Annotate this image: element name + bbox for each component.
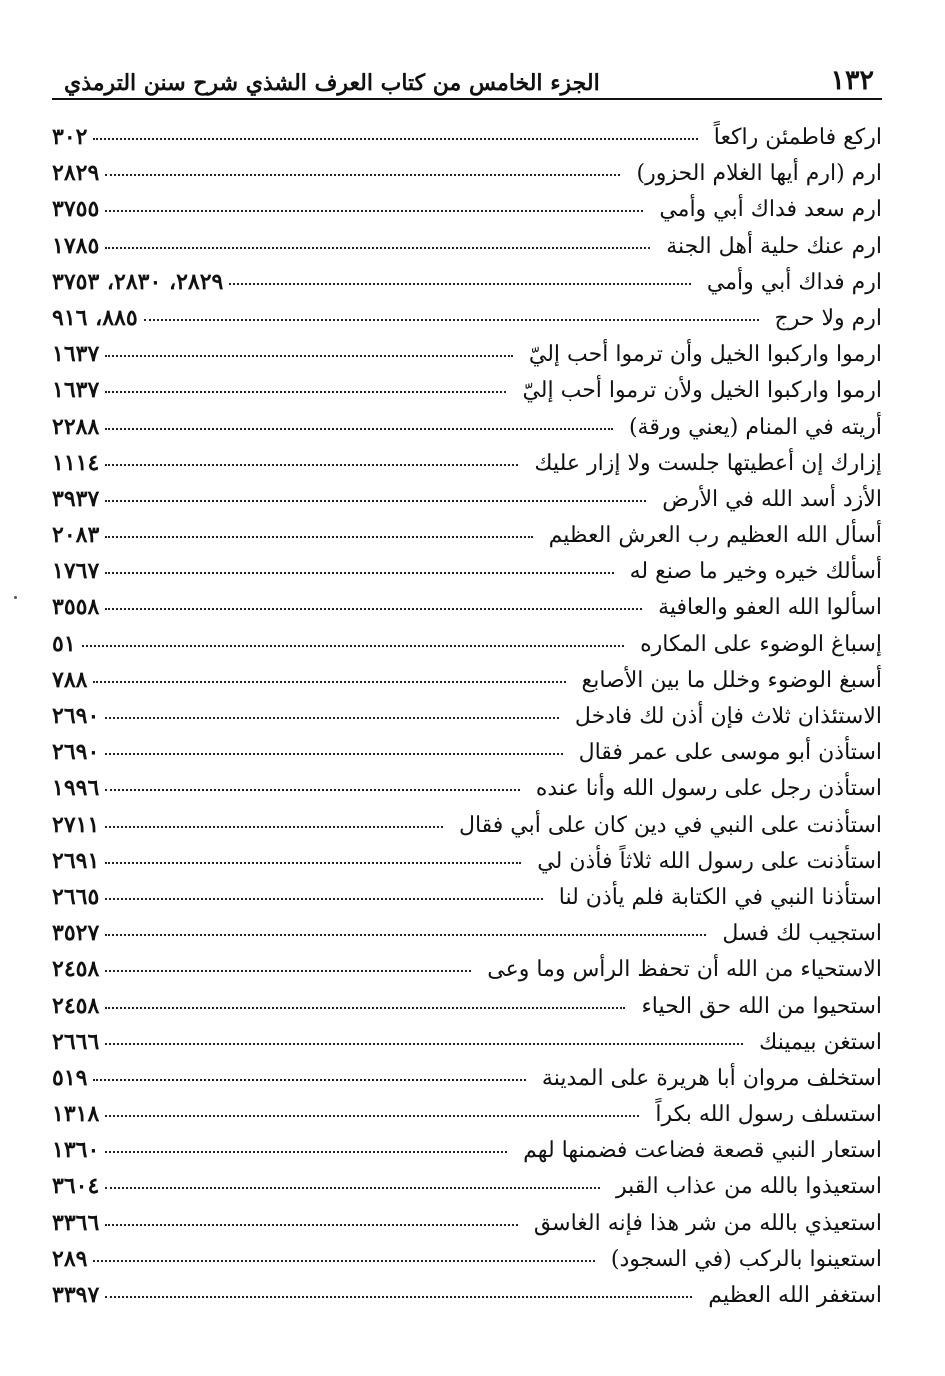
- dot-leader: [105, 753, 562, 755]
- dot-leader: [93, 1260, 594, 1262]
- entry-text: إسباغ الوضوء على المكاره: [640, 631, 882, 657]
- index-entry: [52, 377, 882, 413]
- dot-leader: [105, 717, 559, 719]
- entry-reference-number: ٢٦٦٥: [52, 883, 100, 910]
- entry-text: اسألوا الله العفو والعافية: [658, 595, 882, 621]
- entry-reference-number: ٢٦٦٦: [52, 1028, 100, 1055]
- entry-reference-number: ١٦٣٧: [52, 341, 100, 368]
- entry-reference-number: ١٣١٨: [52, 1101, 100, 1128]
- dot-leader: [105, 862, 521, 864]
- entry-text: ارم سعد فداك أبي وأمي: [659, 197, 882, 223]
- dot-leader: [105, 1187, 600, 1189]
- entry-text: استعيذي بالله من شر هذا فإنه الغاسق: [533, 1210, 882, 1236]
- entry-text: الأزد أسد الله في الأرض: [662, 486, 882, 512]
- entry-text: أسبغ الوضوء وخلل ما بين الأصابع: [581, 667, 882, 693]
- index-entry: [52, 414, 882, 450]
- entry-text: استعار النبي قصعة فضاعت فضمنها لهم: [523, 1138, 882, 1164]
- index-entry: [52, 1101, 882, 1137]
- index-entry: [52, 703, 882, 739]
- index-entry: [52, 920, 882, 956]
- entry-reference-number: ٣٠٢: [52, 124, 88, 150]
- entry-text: استحيوا من الله حق الحياء: [641, 993, 882, 1019]
- dot-leader: [144, 319, 759, 321]
- entry-reference-number: ١٧٨٥: [52, 232, 100, 259]
- entry-text: استأذن رجل على رسول الله وأنا عنده: [535, 776, 882, 802]
- entry-reference-number: ٥١٩: [52, 1064, 88, 1091]
- entry-reference-number: ١٧٦٧: [52, 558, 100, 585]
- index-entry: [52, 667, 882, 703]
- entry-reference-number: ١١١٤: [52, 449, 100, 476]
- entry-text: استغفر الله العظيم: [708, 1283, 882, 1308]
- dot-leader: [82, 645, 625, 647]
- entry-reference-number: ٣٩٣٧: [52, 485, 100, 512]
- index-entry: [52, 558, 882, 594]
- dot-leader: [105, 464, 518, 466]
- dot-leader: [105, 970, 471, 972]
- entry-text: ارموا واركبوا الخيل وأن ترموا أحب إليّ: [528, 342, 882, 368]
- entry-reference-number: ٢٨٢٩، ٢٨٣٠، ٣٧٥٣: [52, 268, 224, 295]
- index-entry: [52, 305, 882, 341]
- index-entry: [52, 775, 882, 811]
- dot-leader: [105, 428, 613, 430]
- entry-text: ارموا واركبوا الخيل ولأن ترموا أحب إليّ: [522, 378, 882, 404]
- dot-leader: [105, 500, 646, 502]
- page-header: [52, 52, 882, 100]
- entry-reference-number: ٣٣٦٦: [52, 1209, 100, 1236]
- entry-reference-number: ٢٦٩٠: [52, 703, 100, 729]
- dot-leader: [93, 1079, 525, 1081]
- index-entry: [52, 884, 882, 920]
- entry-reference-number: ٣٧٥٥: [52, 196, 100, 223]
- index-entry: [52, 196, 882, 232]
- entry-text: استجيب لك فسل: [722, 921, 882, 947]
- entry-text: استأذن أبو موسى على عمر فقال: [578, 740, 882, 766]
- hadith-index-list: [52, 124, 882, 1318]
- index-entry: [52, 812, 882, 848]
- dot-leader: [105, 174, 620, 176]
- entry-text: استغن بيمينك: [759, 1029, 882, 1055]
- index-entry: [52, 848, 882, 884]
- entry-text: استأذنا النبي في الكتابة فلم يأذن لنا: [558, 884, 882, 910]
- index-entry: [52, 269, 882, 305]
- dot-leader: [105, 934, 706, 936]
- index-entry: [52, 160, 882, 196]
- index-entry: [52, 993, 882, 1029]
- dot-leader: [105, 608, 642, 610]
- dot-leader: [105, 1296, 692, 1298]
- index-entry: [52, 1029, 882, 1065]
- entry-reference-number: ٣٥٢٧: [52, 920, 100, 947]
- index-entry: [52, 1173, 882, 1209]
- entry-text: الاستئذان ثلاث فإن أذن لك فادخل: [574, 704, 882, 729]
- entry-reference-number: ٢٦٩٠: [52, 739, 100, 766]
- entry-text: استأذنت على رسول الله ثلاثاً فأذن لي: [537, 848, 882, 874]
- entry-text: استعينوا بالركب (في السجود): [610, 1246, 882, 1272]
- dot-leader: [105, 789, 520, 791]
- dot-leader: [105, 826, 443, 828]
- entry-text: استسلف رسول الله بكراً: [655, 1102, 882, 1128]
- entry-reference-number: ٢٠٨٣: [52, 522, 100, 549]
- entry-reference-number: ٢٧١١: [52, 811, 100, 838]
- dot-leader: [105, 1043, 743, 1045]
- dot-leader: [105, 536, 532, 538]
- index-entry: [52, 1246, 882, 1282]
- entry-reference-number: ٣٦٠٤: [52, 1173, 100, 1200]
- entry-reference-number: ١٣٦٠: [52, 1137, 100, 1164]
- entry-text: أسألك خيره وخير ما صنع له: [629, 559, 882, 585]
- entry-reference-number: ١٦٣٧: [52, 377, 100, 404]
- index-entry: [52, 1137, 882, 1173]
- entry-text: أسأل الله العظيم رب العرش العظيم: [548, 523, 882, 549]
- entry-reference-number: ٣٣٩٧: [52, 1282, 100, 1308]
- index-entry: [52, 631, 882, 667]
- index-entry: [52, 124, 882, 160]
- entry-text: الاستحياء من الله أن تحفظ الرأس وما وعى: [487, 957, 882, 983]
- index-entry: [52, 486, 882, 522]
- margin-dot: [14, 596, 17, 599]
- running-title: الجزء الخامس من كتاب العرف الشذي شرح سنن الترمذي: [64, 70, 600, 96]
- entry-text: استخلف مروان أبا هريرة على المدينة: [541, 1065, 882, 1091]
- index-entry: [52, 1210, 882, 1246]
- entry-reference-number: ٢٢٨٨: [52, 413, 100, 440]
- entry-text: ارم ولا حرج: [774, 305, 882, 331]
- index-entry: [52, 233, 882, 269]
- dot-leader: [93, 681, 565, 683]
- index-page: [52, 52, 882, 1318]
- index-entry: [52, 1065, 882, 1101]
- entry-text: ارم (ارم أيها الغلام الحزور): [636, 161, 882, 187]
- entry-text: اركع فاطمئن راكعاً: [713, 125, 882, 150]
- entry-text: استأذنت على النبي في دين كان على أبي فقال: [458, 812, 882, 838]
- entry-reference-number: ٨٨٥، ٩١٦: [52, 304, 138, 331]
- dot-leader: [105, 1115, 639, 1117]
- entry-text: أريته في المنام (يعني ورقة): [628, 414, 882, 440]
- entry-text: ارم عنك حلية أهل الجنة: [666, 233, 882, 259]
- entry-reference-number: ٢٦٩١: [52, 847, 100, 874]
- entry-reference-number: ١٩٩٦: [52, 775, 100, 802]
- entry-reference-number: ٢٨٢٩: [52, 160, 100, 187]
- dot-leader: [105, 247, 650, 249]
- dot-leader: [105, 1224, 518, 1226]
- entry-reference-number: ٢٨٩: [52, 1245, 88, 1272]
- dot-leader: [105, 572, 613, 574]
- entry-text: إزارك إن أعطيتها جلست ولا إزار عليك: [534, 450, 882, 476]
- index-entry: [52, 956, 882, 992]
- index-entry: [52, 522, 882, 558]
- entry-reference-number: ٥١: [52, 630, 76, 657]
- entry-reference-number: ٧٨٨: [52, 666, 88, 693]
- index-entry: [52, 739, 882, 775]
- entry-reference-number: ٢٤٥٨: [52, 992, 100, 1019]
- dot-leader: [105, 1007, 625, 1009]
- index-entry: [52, 1282, 882, 1318]
- dot-leader: [229, 283, 691, 285]
- dot-leader: [105, 355, 513, 357]
- index-entry: [52, 594, 882, 630]
- index-entry: [52, 341, 882, 377]
- entry-reference-number: ٣٥٥٨: [52, 594, 100, 621]
- dot-leader: [93, 138, 697, 140]
- entry-text: استعيذوا بالله من عذاب القبر: [615, 1174, 882, 1200]
- dot-leader: [105, 391, 506, 393]
- index-entry: [52, 450, 882, 486]
- dot-leader: [105, 210, 643, 212]
- dot-leader: [105, 1151, 507, 1153]
- entry-text: ارم فداك أبي وأمي: [706, 269, 882, 295]
- page-number: ١٣٢: [830, 65, 874, 96]
- dot-leader: [105, 898, 542, 900]
- entry-reference-number: ٢٤٥٨: [52, 956, 100, 983]
